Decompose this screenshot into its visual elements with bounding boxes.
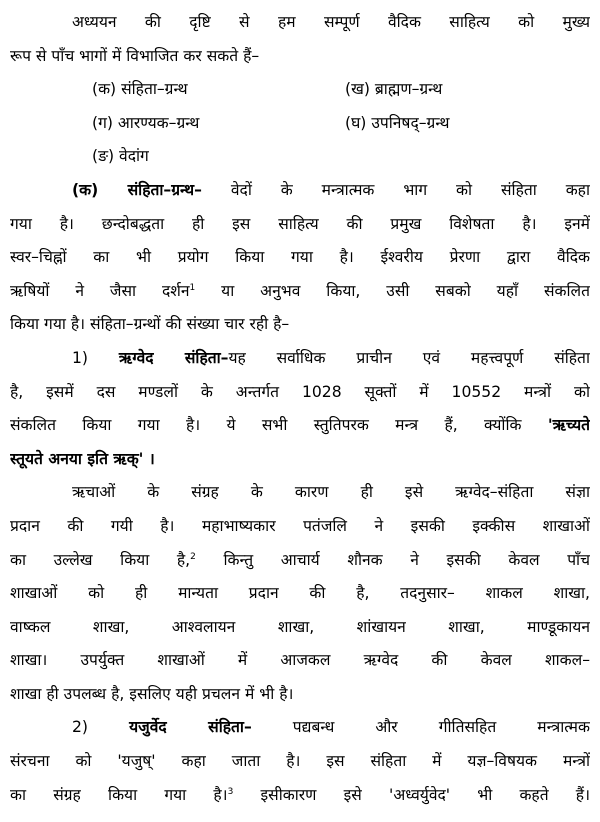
samhita-line-2: गया है। छन्दोबद्धता ही इस साहित्य की प्रमुख विशेषता है। इनमें (10, 214, 590, 233)
rigveda-number: 1) (72, 348, 89, 367)
rigveda-heading: ऋग्वेद संहिता– (118, 348, 229, 367)
rigveda-p2-line-7: शाखा ही उपलब्ध है, इसलिए यही प्रचलन में भी है। (10, 684, 294, 703)
division-item: (क) संहिता–ग्रन्थ (92, 80, 188, 99)
rigveda-line-3 (10, 409, 590, 443)
yajurveda-line-1 (10, 711, 590, 745)
rigveda-p2-line-3-a: का उल्लेख किया है, (10, 550, 191, 569)
samhita-line-4-a: ऋषियों ने जैसा दर्शन (10, 281, 190, 300)
division-row-3 (10, 140, 590, 174)
yajurveda-line-2: संरचना को 'यजुष्' कहा जाता है। इस संहिता में यज्ञ–विषयक मन्त्रों (10, 752, 590, 771)
rigveda-p2-line-6: शाखा। उपर्युक्त शाखाओं में आजकल ऋग्वेद की केवल शाकल– (10, 651, 590, 670)
rigveda-p2-line-4: शाखाओं को ही मान्यता प्रदान की है, तदनुसार– शाकल शाखा, (10, 584, 590, 603)
rigveda-p2-line-2: प्रदान की गयी है। महाभाष्यकार पतंजलि ने इसकी इक्कीस शाखाओं (10, 516, 590, 535)
rigveda-p2-line-1: ऋचाओं के संग्रह के कारण ही इसे ऋग्वेद–संहिता संज्ञा (72, 483, 590, 502)
samhita-line-5: किया गया है। संहिता–ग्रन्थों की संख्या चार रही है– (10, 315, 290, 334)
samhita-heading: (क) संहिता–ग्रन्थ– (72, 180, 202, 199)
footnote-marker: 1 (189, 282, 196, 293)
intro-line-1: अध्ययन की दृष्टि से हम सम्पूर्ण वैदिक साहित्य को मुख्य (72, 13, 590, 31)
rigveda-p2-line-3-b: किन्तु आचार्य शौनक ने इसकी केवल पाँच (195, 550, 590, 569)
rigveda-quote-start: 'ऋच्यते (547, 416, 590, 435)
rigveda-p2-line-3 (10, 544, 590, 578)
division-row-1 (10, 73, 590, 107)
rigveda-line-1 (10, 342, 590, 376)
rigveda-quote-end: स्तूयते अनया इति ऋक्' । (10, 449, 155, 468)
samhita-line-1 (10, 174, 590, 208)
samhita-line-4 (10, 275, 590, 309)
yajurveda-line-3-a: का संग्रह किया गया है। (10, 785, 228, 804)
samhita-line-4-b: या अनुभव किया, उसी सबको यहाँ संकलित (195, 281, 590, 300)
yajurveda-number: 2) (72, 718, 89, 737)
division-item: (घ) उपनिषद्–ग्रन्थ (345, 113, 450, 132)
samhita-line-1-text: वेदों के मन्त्रात्मक भाग को संहिता कहा (201, 180, 590, 199)
samhita-line-3: स्वर–चिह्नों का भी प्रयोग किया गया है। ईश्वरीय प्रेरणा द्वारा वैदिक (10, 248, 590, 267)
footnote-marker: 3 (227, 786, 234, 797)
yajurveda-line-3-b: इसीकारण इसे 'अध्वर्युवेद' भी कहते हैं। (233, 785, 590, 804)
division-item: (ङ) वेदांग (92, 147, 149, 166)
division-item: (ख) ब्राह्मण–ग्रन्थ (345, 80, 443, 99)
yajurveda-line-1-text: पद्यबन्ध और गीतिसहित मन्त्रात्मक (251, 718, 590, 737)
intro-line-2-text: रूप से पाँच भागों में विभाजित कर सकते हैं– (10, 46, 260, 65)
rigveda-line-2: है, इसमें दस मण्डलों के अन्तर्गत 1028 सूक्तों में 10552 मन्त्रों को (10, 382, 590, 401)
division-item: (ग) आरण्यक–ग्रन्थ (92, 113, 200, 132)
yajurveda-line-3 (10, 779, 590, 813)
yajurveda-heading: यजुर्वेद संहिता– (129, 718, 252, 737)
intro-line-2 (10, 40, 590, 74)
footnote-marker: 2 (190, 551, 196, 562)
rigveda-line-1-text: यह सर्वाधिक प्राचीन एवं महत्त्वपूर्ण संहिता (228, 348, 590, 367)
rigveda-p2-line-5: वाष्कल शाखा, आश्वलायन शाखा, शांखायन शाखा, माण्डूकायन (10, 617, 590, 636)
rigveda-line-3-a: संकलित किया गया है। ये सभी स्तुतिपरक मन्त्र हैं, क्योंकि (10, 416, 548, 435)
division-row-2 (10, 107, 590, 141)
